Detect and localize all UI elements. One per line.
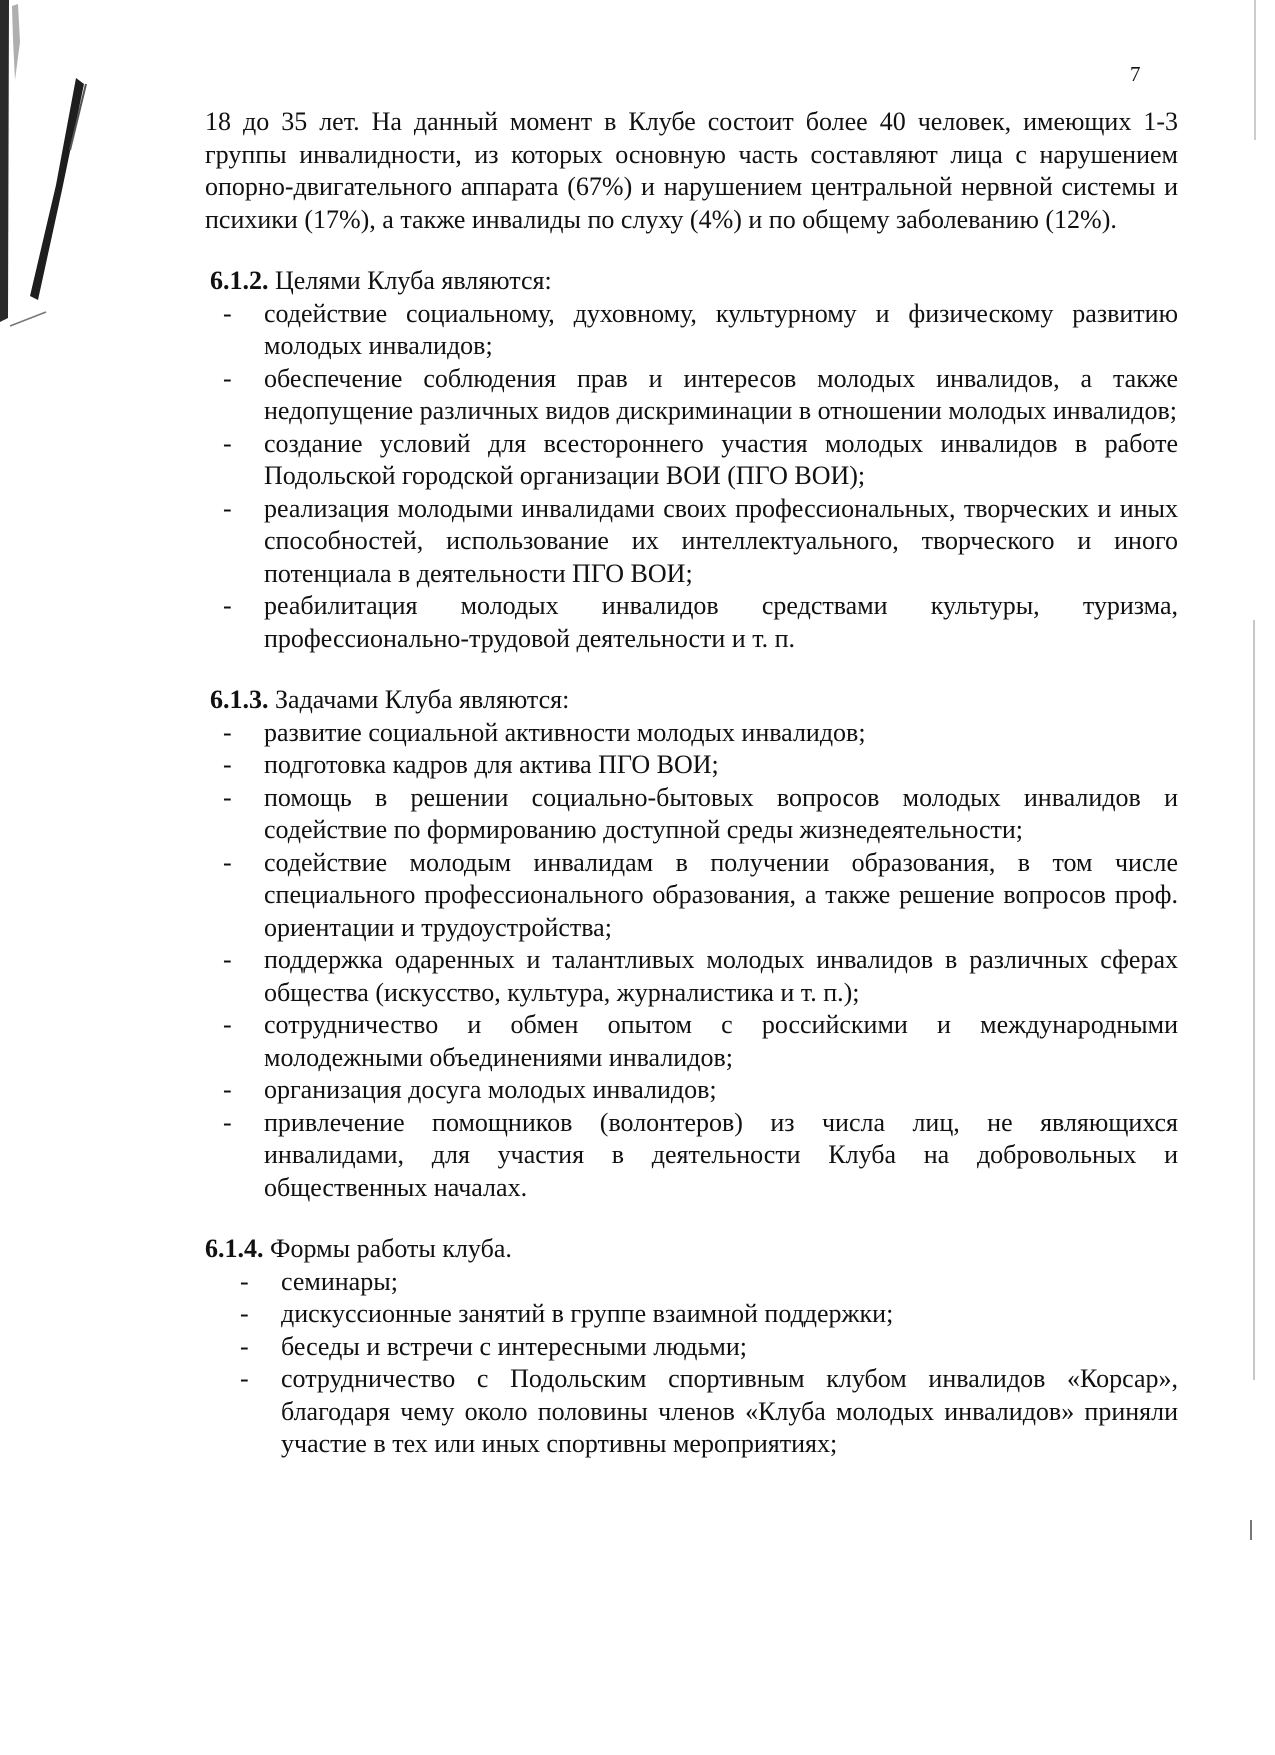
list-item	[205, 1074, 1178, 1107]
list-item	[205, 428, 1178, 493]
section-title: Целями Клуба являются:	[275, 266, 552, 295]
intro-paragraph: 18 до 35 лет. На данный момент в Клубе состоит более 40 человек, имеющих 1-3 группы инвалидности, из которых основную часть составляют лица с нарушением опорно-двигательного аппарата (67%) и нарушением центральной нервной системы и психики (17%), а также инвалиды по слуху (4%) и по общему заболеванию (12%).	[205, 107, 1178, 234]
section-number: 6.1.3.	[210, 685, 269, 714]
list-item-text: дискуссионные занятий в группе взаимной поддержки;	[281, 1299, 894, 1328]
list-item	[205, 1266, 1178, 1299]
dash-bullet: -	[223, 1107, 232, 1137]
dash-bullet: -	[223, 782, 232, 812]
list-item	[205, 717, 1178, 750]
list-item-text: подготовка кадров для актива ПГО ВОИ;	[264, 750, 719, 779]
dash-bullet: -	[223, 717, 232, 747]
section-title: Задачами Клуба являются:	[275, 685, 570, 714]
dash-bullet: -	[223, 298, 232, 328]
dash-bullet: -	[223, 363, 232, 393]
dash-bullet: -	[223, 945, 232, 974]
dash-bullet: -	[223, 493, 232, 523]
list-item-text: развитие социальной активности молодых инвалидов;	[264, 717, 866, 747]
dash-bullet: -	[223, 428, 232, 458]
work-forms-list	[205, 1266, 1178, 1461]
list-item	[205, 749, 1178, 782]
list-item	[205, 782, 1178, 847]
document-body	[205, 106, 1178, 1461]
list-item	[205, 298, 1178, 363]
list-item-text: помощь в решении социально-бытовых вопросов молодых инвалидов и содействие по формированию доступной среды жизнедеятельности;	[264, 782, 1178, 844]
dash-bullet: -	[240, 1266, 249, 1296]
list-item	[205, 1331, 1178, 1364]
section-goals	[205, 265, 1178, 655]
list-item-text: сотрудничество с Подольским спортивным клубом инвалидов «Корсар», благодаря чему около половины членов «Клуба молодых инвалидов» приняли участие в тех или иных спортивны мероприятиях;	[281, 1364, 1178, 1458]
list-item	[205, 1107, 1178, 1205]
list-item-text: семинары;	[281, 1266, 398, 1296]
dash-bullet: -	[223, 1075, 232, 1104]
list-item	[205, 493, 1178, 591]
section-number: 6.1.4.	[205, 1234, 264, 1263]
dash-bullet: -	[240, 1364, 249, 1393]
list-item-text: реабилитация молодых инвалидов средствами культуры, туризма, профессионально-трудовой деятельности и т. п.	[264, 591, 1178, 653]
page-number: 7	[1130, 62, 1141, 86]
section-heading	[210, 684, 1178, 717]
list-item-text: содействие молодым инвалидам в получении образования, в том числе специального профессионального образования, а также решение вопросов проф. ориентации и трудоустройства;	[264, 847, 1178, 942]
list-item-text: беседы и встречи с интересными людьми;	[281, 1331, 747, 1361]
list-item-text: привлечение помощников (волонтеров) из числа лиц, не являющихся инвалидами, для участия в деятельности Клуба на добровольных и общественных началах.	[264, 1107, 1178, 1202]
scan-edge-right	[1245, 0, 1261, 1755]
section-number: 6.1.2.	[210, 266, 269, 295]
list-item	[205, 847, 1178, 945]
dash-bullet: -	[223, 847, 232, 877]
list-item-text: создание условий для всестороннего участия молодых инвалидов в работе Подольской городской организации ВОИ (ПГО ВОИ);	[264, 428, 1178, 490]
scan-artifact-left	[0, 0, 90, 330]
section-work-forms	[205, 1233, 1178, 1461]
list-item	[205, 1363, 1178, 1461]
section-heading	[205, 1233, 1178, 1266]
list-item-text: содействие социальному, духовному, культурному и физическому развитию молодых инвалидов;	[264, 298, 1178, 360]
list-item	[205, 590, 1178, 655]
list-item-text: организация досуга молодых инвалидов;	[264, 1075, 717, 1104]
list-item	[205, 1009, 1178, 1074]
dash-bullet: -	[223, 591, 232, 620]
dash-bullet: -	[223, 750, 232, 779]
dash-bullet: -	[240, 1299, 249, 1328]
list-item-text: обеспечение соблюдения прав и интересов молодых инвалидов, а также недопущение различных видов дискриминации в отношении молодых инвалидов;	[264, 363, 1178, 425]
list-item-text: поддержка одаренных и талантливых молодых инвалидов в различных сферах общества (искусство, культура, журналистика и т. п.);	[264, 945, 1178, 1007]
section-title: Формы работы клуба.	[270, 1234, 512, 1263]
list-item	[205, 363, 1178, 428]
dash-bullet: -	[223, 1010, 232, 1039]
section-heading	[210, 265, 1178, 298]
dash-bullet: -	[240, 1331, 249, 1361]
list-item	[205, 944, 1178, 1009]
goals-list	[205, 298, 1178, 656]
section-tasks	[205, 684, 1178, 1204]
list-item	[205, 1298, 1178, 1331]
tasks-list	[205, 717, 1178, 1205]
list-item-text: реализация молодыми инвалидами своих профессиональных, творческих и иных способностей, использование их интеллектуального, творческого и иного потенциала в деятельности ПГО ВОИ;	[264, 493, 1178, 588]
list-item-text: сотрудничество и обмен опытом с российскими и международными молодежными объединениями инвалидов;	[264, 1010, 1178, 1072]
